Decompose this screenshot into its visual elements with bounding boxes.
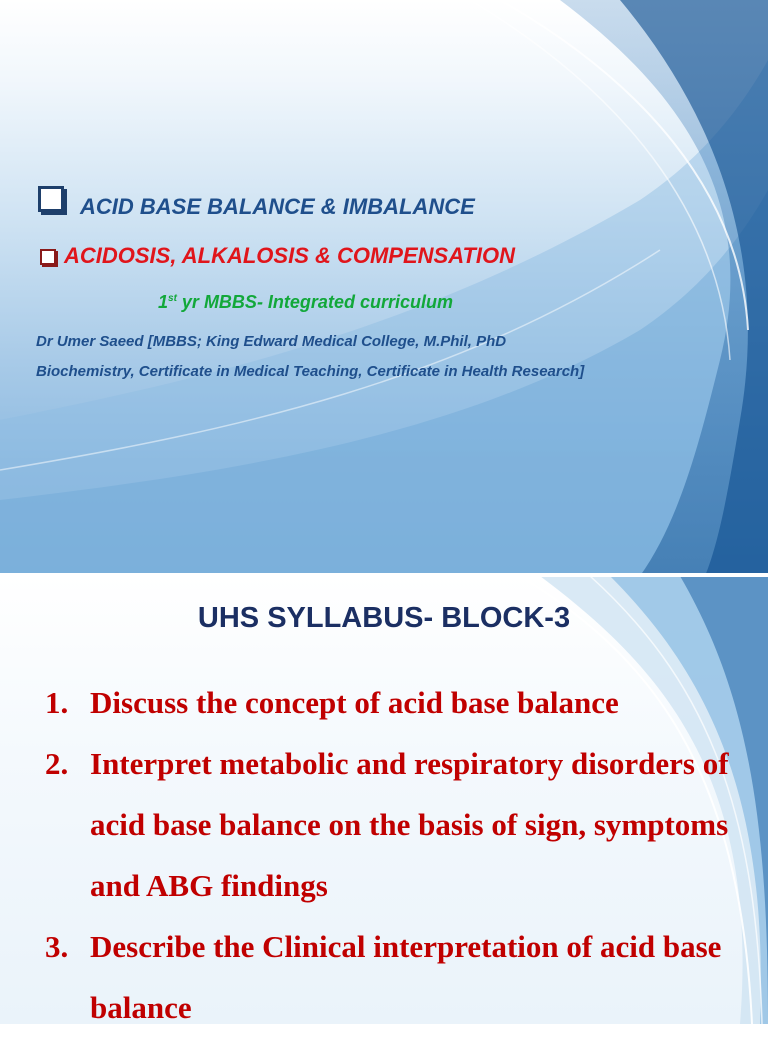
author-credentials: Dr Umer Saeed [MBBS; King Edward Medical College, M.Phil, PhD Biochemistry, Certificate in Medical Teaching, Certificate in Health Research] [36,333,585,380]
list-item [0,916,730,1038]
checkbox-bullet-icon [38,186,64,212]
syllabus-title: UHS SYLLABUS- BLOCK-3 [197,602,571,634]
item-number: 2. [45,746,69,781]
subtitle-ordinal: st [168,293,177,304]
subtitle-text: yr MBBS- Integrated curriculum [176,292,453,312]
heading-acidosis: ACIDOSIS, ALKALOSIS & COMPENSATION [64,243,516,268]
list-item [0,672,730,733]
checkbox-bullet-icon [40,249,56,265]
list-item [0,733,730,916]
subtitle-year-number: 1 [158,292,169,312]
item-number: 1. [45,685,69,720]
course-subtitle [158,292,453,313]
item-text: Discuss the concept of acid base balance [90,685,619,720]
objectives-list [0,672,730,1038]
heading-acid-base: ACID BASE BALANCE & IMBALANCE [80,194,475,219]
item-text: Describe the Clinical interpretation of acid base balance [90,929,722,1025]
item-text: Interpret metabolic and respiratory disorders of acid base balance on the basis of sign, symptoms and ABG findings [90,746,729,903]
item-number: 3. [45,929,69,964]
slide-divider [0,573,768,577]
